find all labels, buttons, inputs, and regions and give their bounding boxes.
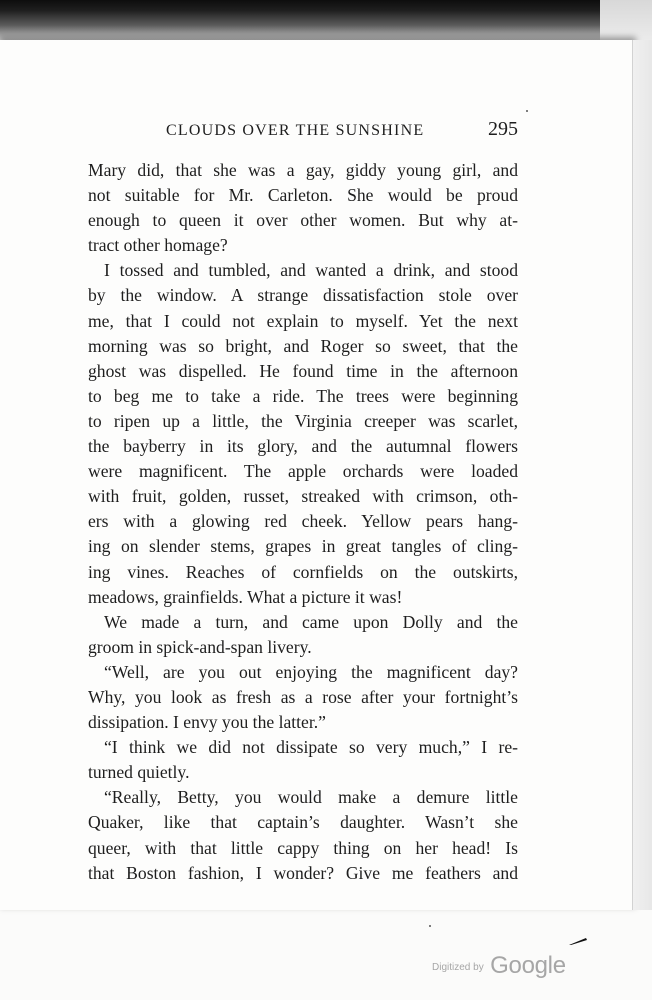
running-head: CLOUDS OVER THE SUNSHINE	[166, 122, 425, 139]
text-line: I tossed and tumbled, and wanted a drink, and stood	[104, 260, 518, 281]
scan-top-shadow	[0, 0, 652, 42]
scan-speck	[526, 110, 528, 112]
text-line: that Boston fashion, I wonder? Give me feathers and	[88, 862, 518, 883]
text-line: me, that I could not explain to myself. Yet the next	[88, 310, 518, 331]
text-line: enough to queen it over other women. But why at-	[88, 210, 518, 231]
pen-mark-icon	[568, 936, 588, 946]
text-line: the bayberry in its glory, and the autumnal flowers	[88, 436, 518, 457]
text-line: ing vines. Reaches of cornfields on the outskirts,	[88, 561, 518, 582]
text-line: not suitable for Mr. Carleton. She would be proud	[88, 185, 518, 206]
text-line: by the window. A strange dissatisfaction stole over	[88, 285, 518, 306]
text-line: with fruit, golden, russet, streaked with crimson, oth-	[88, 486, 518, 507]
text-line: morning was so bright, and Roger so sweet, that the	[88, 335, 518, 356]
text-line: tract other homage?	[88, 235, 228, 256]
text-line: We made a turn, and came upon Dolly and the	[104, 611, 518, 632]
scan-speck	[429, 925, 431, 927]
text-line: “I think we did not dissipate so very much,” I re-	[104, 737, 518, 758]
text-line: to beg me to take a ride. The trees were beginning	[88, 385, 518, 406]
body-text	[88, 158, 518, 886]
page-edge-shadow	[632, 40, 652, 910]
watermark-prefix: Digitized by	[432, 962, 484, 973]
text-line: “Well, are you out enjoying the magnificent day?	[104, 661, 518, 682]
text-line: ing on slender stems, grapes in great tangles of cling-	[88, 536, 518, 557]
text-line: groom in spick-and-span livery.	[88, 636, 312, 657]
page-header	[88, 118, 518, 144]
google-logo: Google	[490, 952, 566, 979]
text-line: queer, with that little cappy thing on her head! Is	[88, 837, 518, 858]
text-line: to ripen up a little, the Virginia creeper was scarlet,	[88, 410, 518, 431]
text-line: dissipation. I envy you the latter.”	[88, 712, 326, 733]
page-number: 295	[488, 118, 518, 140]
text-line: Why, you look as fresh as a rose after your fortnight’s	[88, 686, 518, 707]
text-line: meadows, grainfields. What a picture it was!	[88, 586, 403, 607]
text-line: ghost was dispelled. He found time in the afternoon	[88, 360, 518, 381]
scan-top-edge	[600, 0, 652, 42]
text-line: Quaker, like that captain’s daughter. Wasn’t she	[88, 812, 518, 833]
text-line: were magnificent. The apple orchards were loaded	[88, 461, 518, 482]
text-line: ers with a glowing red cheek. Yellow pears hang-	[88, 511, 518, 532]
text-line: Mary did, that she was a gay, giddy young girl, and	[88, 160, 518, 180]
text-line: “Really, Betty, you would make a demure little	[104, 787, 518, 808]
text-line: turned quietly.	[88, 762, 190, 783]
digitized-watermark	[432, 952, 566, 980]
